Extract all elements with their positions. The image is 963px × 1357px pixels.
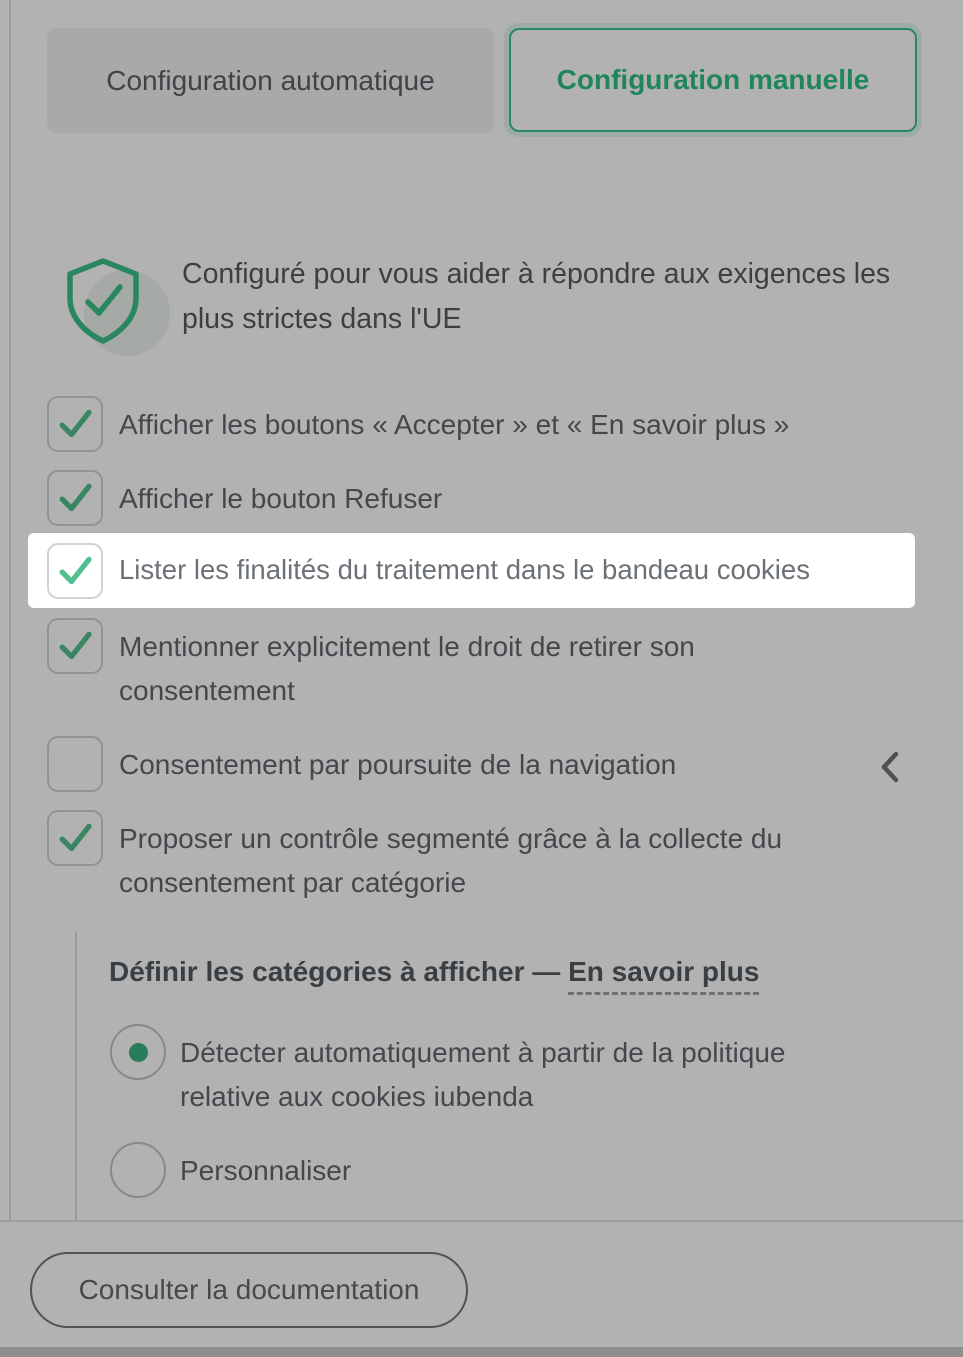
option-label-continued-navigation[interactable]: Consentement par poursuite de la navigation [119,749,677,780]
radio-label-customize[interactable]: Personnaliser [180,1155,352,1186]
checkbox-accept-buttons[interactable] [47,396,103,452]
radio-label-auto-detect[interactable]: Détecter automatiquement à partir de la politique relative aux cookies iubenda [180,1037,786,1112]
option-row-continued-navigation [47,736,819,792]
check-icon [54,817,96,859]
checkbox-withdraw-consent[interactable] [47,618,103,674]
option-label-withdraw-consent[interactable]: Mentionner explicitement le droit de retirer son consentement [119,631,695,706]
check-icon [54,477,96,519]
footer-bar [0,1220,963,1357]
shield-check-icon [62,252,180,356]
option-row-refuse-button [47,470,819,526]
learn-more-link[interactable]: En savoir plus [568,956,759,995]
categories-title [109,956,759,988]
check-icon [54,625,96,667]
checkbox-continued-navigation[interactable] [47,736,103,792]
checkbox-segmented-control[interactable] [47,810,103,866]
documentation-button[interactable]: Consulter la documentation [30,1252,468,1328]
panel-left-border [9,0,11,1357]
categories-section [75,932,919,1220]
categories-title-text: Définir les catégories à afficher — [109,956,561,987]
radio-row-auto-detect [110,1024,880,1119]
radio-row-customize [110,1142,780,1198]
tab-configuration-automatique[interactable]: Configuration automatique [47,28,494,133]
chevron-collapse-icon[interactable] [876,748,904,786]
check-icon [54,403,96,445]
checkbox-refuse-button[interactable] [47,470,103,526]
option-row-accept-buttons [47,396,879,452]
option-row-withdraw-consent [47,618,799,713]
check-icon [54,550,96,592]
panel-bottom-edge [0,1347,963,1357]
option-label-list-purposes[interactable]: Lister les finalités du traitement dans le bandeau cookies [119,554,810,585]
tab-configuration-manuelle[interactable]: Configuration manuelle [509,28,917,132]
checkbox-list-purposes[interactable] [47,543,103,599]
option-row-segmented-control [47,810,859,905]
compliance-note-text: Configuré pour vous aider à répondre aux exigences les plus strictes dans l'UE [182,258,891,335]
radio-selected-dot [129,1043,148,1062]
option-label-segmented-control[interactable]: Proposer un contrôle segmenté grâce à la collecte du consentement par catégorie [119,823,783,898]
option-label-refuse-button[interactable]: Afficher le bouton Refuser [119,483,443,514]
radio-customize[interactable] [110,1142,166,1198]
spotlight-row-list-purposes [28,533,915,608]
option-label-accept-buttons[interactable]: Afficher les boutons « Accepter » et « En savoir plus » [119,409,790,440]
radio-auto-detect[interactable] [110,1024,166,1080]
